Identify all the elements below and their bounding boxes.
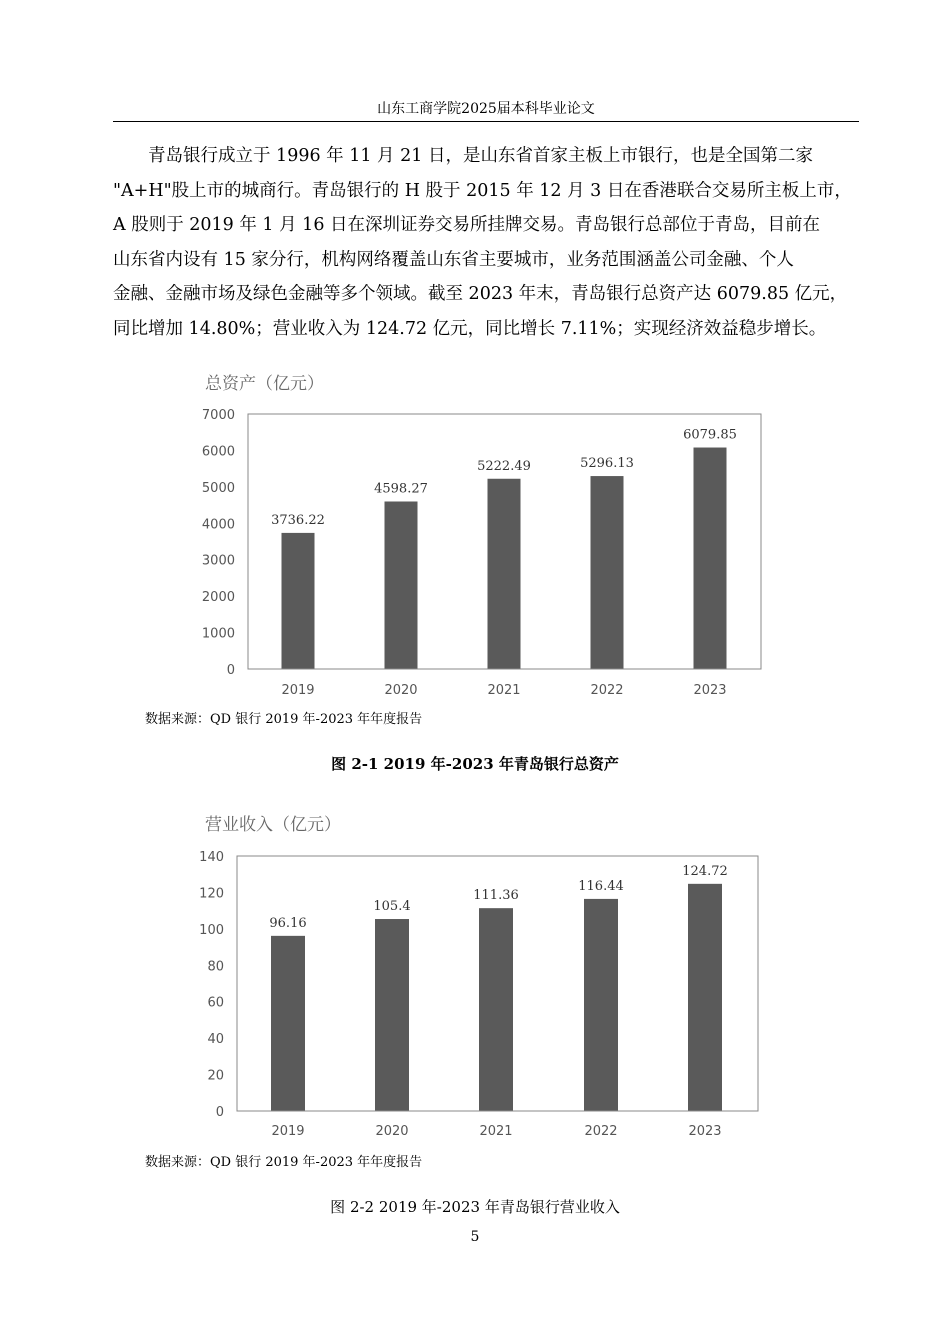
data-label: 96.16 (269, 915, 307, 931)
y-tick-label: 5000 (201, 480, 235, 496)
x-tick-label: 2021 (487, 683, 521, 698)
paragraph-line: 山东省内设有 15 家分行，机构网络覆盖山东省主要城市，业务范围涵盖公司金融、个人 (113, 249, 794, 270)
data-label: 111.36 (473, 888, 519, 904)
data-label: 5296.13 (580, 456, 634, 472)
paragraph-line: A 股则于 2019 年 1 月 16 日在深圳证券交易所挂牌交易。青岛银行总部位于青岛，目前在 (113, 215, 821, 235)
figure-caption: 图 2-2 2019 年-2023 年青岛银行营业收入 (330, 1198, 620, 1216)
bar (694, 448, 727, 669)
paragraph-line: 金融、金融市场及绿色金融等多个领域。截至 2023 年末，青岛银行总资产达 6079.85 亿元， (113, 284, 848, 304)
bar (688, 884, 722, 1111)
y-tick-label: 3000 (201, 553, 235, 569)
paragraph-line: "A+H"股上市的城商行。青岛银行的 H 股于 2015 年 12 月 3 日在香港联合交易所主板上市， (113, 180, 852, 201)
total-assets-chart (0, 360, 950, 700)
y-tick-label: 6000 (201, 444, 235, 460)
chart-source: 数据来源：QD 银行 2019 年-2023 年年度报告 (145, 712, 423, 727)
bar (271, 936, 305, 1111)
y-tick-label: 2000 (201, 590, 235, 606)
bar (385, 501, 418, 669)
x-tick-label: 2023 (693, 683, 727, 698)
data-label: 5222.49 (477, 458, 531, 474)
paragraph-line: 青岛银行成立于 1996 年 11 月 21 日，是山东省首家主板上市银行，也是全国第二家 (148, 146, 813, 166)
y-tick-label: 1000 (201, 626, 235, 642)
y-tick-label: 100 (199, 922, 224, 938)
y-tick-label: 40 (207, 1032, 224, 1048)
x-tick-label: 2020 (384, 683, 418, 698)
bar (584, 899, 618, 1111)
data-label: 4598.27 (374, 481, 428, 497)
bar (375, 919, 409, 1111)
y-tick-label: 60 (207, 995, 224, 1011)
x-tick-label: 2022 (590, 683, 624, 698)
data-label: 6079.85 (683, 427, 737, 443)
y-tick-label: 4000 (201, 517, 235, 533)
running-header: 山东工商学院2025届本科毕业论文 (377, 101, 595, 117)
data-label: 3736.22 (271, 512, 325, 528)
header-rule (113, 121, 859, 122)
x-tick-label: 2023 (688, 1124, 722, 1139)
chart-source: 数据来源：QD 银行 2019 年-2023 年年度报告 (145, 1155, 423, 1170)
y-tick-label: 120 (199, 886, 224, 902)
bar (282, 533, 315, 669)
data-label: 124.72 (682, 863, 728, 879)
y-tick-label: 0 (215, 1105, 224, 1120)
figure-caption: 图 2-1 2019 年-2023 年青岛银行总资产 (331, 755, 619, 773)
bar (479, 908, 513, 1111)
y-tick-label: 140 (199, 850, 224, 865)
y-tick-label: 20 (207, 1068, 224, 1084)
x-tick-label: 2019 (281, 683, 315, 698)
body-paragraph (113, 139, 859, 346)
x-tick-label: 2019 (271, 1124, 305, 1139)
page-number: 5 (470, 1229, 480, 1245)
y-tick-label: 80 (207, 959, 224, 975)
x-tick-label: 2020 (375, 1124, 409, 1139)
bar (591, 476, 624, 669)
x-tick-label: 2022 (584, 1124, 618, 1139)
data-label: 116.44 (578, 878, 624, 894)
chart-ylabel: 营业收入（亿元） (205, 815, 341, 835)
paragraph-line: 同比增加 14.80%；营业收入为 124.72 亿元，同比增长 7.11%；实现经济效益稳步增长。 (113, 318, 827, 339)
y-tick-label: 0 (226, 663, 235, 678)
x-tick-label: 2021 (479, 1124, 513, 1139)
data-label: 105.4 (373, 899, 411, 915)
operating-revenue-chart (0, 806, 950, 1142)
bar (488, 479, 521, 669)
chart-ylabel: 总资产（亿元） (205, 374, 324, 394)
y-tick-label: 7000 (201, 408, 235, 423)
